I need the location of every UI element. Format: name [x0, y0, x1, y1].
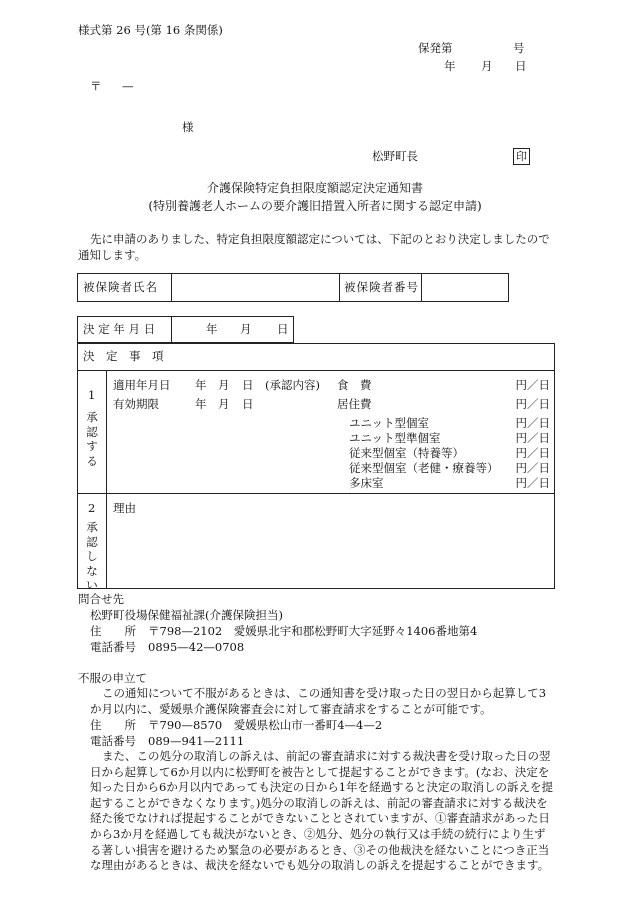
reason-label: 理由: [113, 501, 136, 515]
doc-number-suffix: 号: [513, 41, 525, 55]
appeal-paragraph-2: また、この処分の取消しの訴えは、前記の審査請求に対する裁決書を受け取った日の翌日から起算して6か月以内に松野町を被告として提起することができます。(なお、決定を知った日から6か月以内であっても決定の日から1年を経過すると決定の取消しの訴えを提起することができなくなります。)処分の取消しの訴えは、前記の審査請求に対する裁決を経た後でなければ提起することができないこととされていますが、①審査請求があった日から3か月を経過しても裁決がないとき、②処分、処分の執行又は手続の続行により生ずる著しい損害を避けるため緊急の必要があるとき、③その他裁決を経ないことにつき正当な理由があるときは、裁決を経ないでも処分の取消しの訴えを提起することができます。: [90, 749, 554, 873]
approved-content-label: (承認内容): [265, 378, 320, 392]
contact-address-label: 住 所: [90, 624, 136, 638]
room-type: 従来型個室（老健・療養等）: [349, 461, 499, 475]
room-type: 従来型個室（特養等）: [349, 446, 464, 460]
contact-office: 松野町役場保健福祉課(介護保険担当): [90, 608, 283, 622]
room-type: 多床室: [349, 476, 384, 490]
issuer-name: 松野町長: [372, 149, 418, 163]
effective-year: 年: [195, 378, 207, 392]
room-unit: 円／日: [515, 461, 550, 475]
effective-month: 月: [218, 378, 230, 392]
contact-address: 〒798—2102 愛媛県北宇和郡松野町大字延野々1406番地第4: [148, 624, 478, 638]
effective-date-label: 適用年月日: [113, 378, 171, 392]
deny-number: 2: [88, 501, 96, 515]
residence-label: 居住費: [337, 397, 372, 411]
contact-phone: 0895—42—0708: [148, 640, 245, 654]
date-year: 年: [444, 59, 456, 73]
date-day: 日: [515, 59, 527, 73]
deny-vertical-label: 承認しない: [86, 520, 98, 592]
expiry-label: 有効期限: [113, 397, 159, 411]
room-unit: 円／日: [515, 431, 550, 445]
seal-mark: 印: [513, 148, 530, 165]
appeal-address-label: 住 所: [90, 718, 136, 732]
room-unit: 円／日: [515, 416, 550, 430]
form-number: 様式第 26 号(第 16 条関係): [78, 23, 223, 37]
approve-number: 1: [88, 388, 96, 402]
intro-paragraph: 先に申請のありました、特定負担限度額認定については、下記のとおり決定しましたので通知します。: [78, 232, 550, 262]
doc-number-label: 保発第: [418, 41, 453, 55]
decision-date-year: 年: [206, 322, 218, 336]
document-title: 介護保険特定負担限度額認定決定通知書: [206, 181, 423, 195]
document-subtitle: (特別養護老人ホームの要介護旧措置入所者に関する認定申請): [148, 199, 482, 213]
postal-dash: —: [122, 79, 134, 93]
approve-vertical-label: 承認する: [86, 410, 98, 468]
appeal-address: 〒790—8570 愛媛県松山市一番町4—4—2: [148, 718, 383, 732]
room-type: ユニット型個室: [349, 416, 430, 430]
date-month: 月: [481, 59, 493, 73]
appeal-phone: 089—941—2111: [148, 734, 245, 748]
insured-number-label: 被保険者番号: [344, 280, 419, 294]
appeal-phone-label: 電話番号: [90, 734, 136, 748]
postal-mark: 〒: [90, 79, 102, 93]
contact-phone-label: 電話番号: [90, 640, 136, 654]
food-unit: 円／日: [515, 378, 550, 392]
contact-heading: 問合せ先: [78, 592, 124, 606]
decision-date-month: 月: [240, 322, 252, 336]
decision-date-day: 日: [277, 322, 289, 336]
effective-day: 日: [242, 378, 254, 392]
expiry-day: 日: [242, 397, 254, 411]
insured-name-label: 被保険者氏名: [83, 280, 158, 294]
room-unit: 円／日: [515, 476, 550, 490]
decision-items-label: 決 定 事 項: [83, 349, 164, 363]
expiry-month: 月: [218, 397, 230, 411]
food-label: 食 費: [337, 378, 372, 392]
residence-unit: 円／日: [515, 397, 550, 411]
room-type: ユニット型準個室: [349, 431, 441, 445]
decision-date-label: 決 定 年 月 日: [83, 322, 156, 336]
appeal-paragraph-1: この通知について不服があるときは、この通知書を受け取った日の翌日から起算して3か月以内に、愛媛県介護保険審査会に対して審査請求をすることが可能です。: [90, 686, 547, 716]
room-unit: 円／日: [515, 446, 550, 460]
addressee-honorific: 様: [182, 120, 194, 134]
appeal-heading: 不服の申立て: [78, 671, 147, 685]
expiry-year: 年: [195, 397, 207, 411]
